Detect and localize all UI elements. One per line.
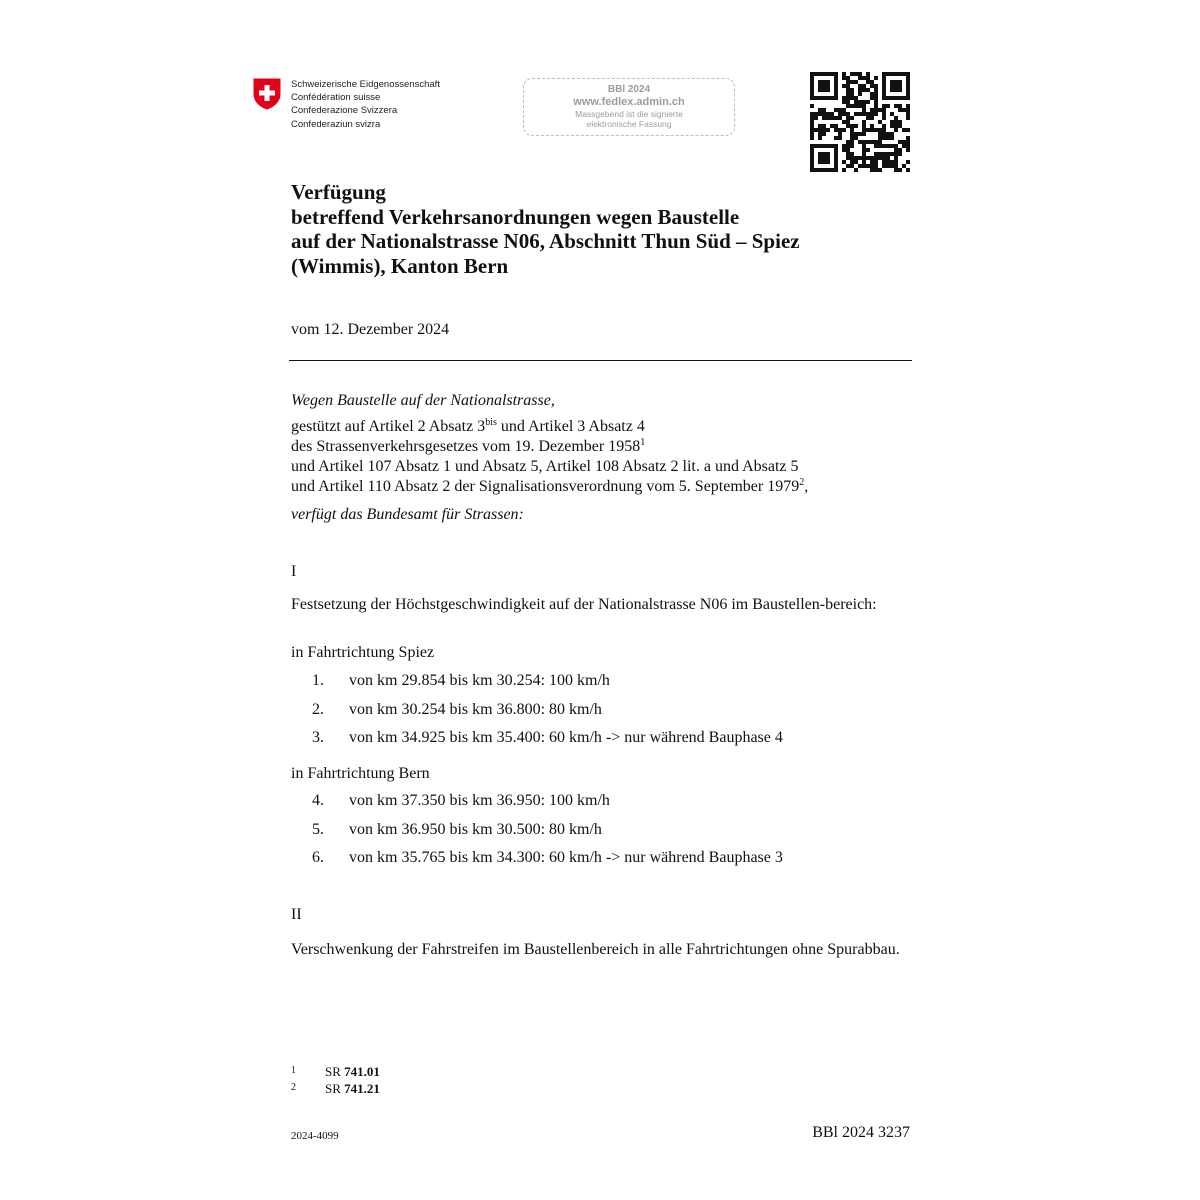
preamble-line-1a: gestützt auf Artikel 2 Absatz 3 [291, 418, 486, 435]
bbl-page-reference: BBl 2024 3237 [812, 1124, 910, 1141]
document-number: 2024-4099 [291, 1130, 339, 1142]
preamble-legal-basis [291, 417, 911, 497]
confederation-name-it: Confederazione Svizzera [291, 105, 398, 117]
preamble-intro: Wegen Baustelle auf der Nationalstrasse, [291, 392, 555, 409]
section-2-number: II [291, 906, 302, 923]
footnote-1 [291, 1063, 380, 1079]
footnote-mark: 1 [291, 1065, 296, 1076]
list-item-number: 4. [312, 792, 324, 809]
section-1-group-spiez: in Fahrtrichtung Spiez [291, 644, 435, 661]
preamble-line-4-text: und Artikel 110 Absatz 2 der Signalisationsverordnung vom 5. September 1979 [291, 478, 800, 495]
footnote-ref-2[interactable]: 2 [799, 477, 805, 488]
section-1-group-bern: in Fahrtrichtung Bern [291, 765, 430, 782]
footnote-ref-1[interactable]: 1 [640, 437, 646, 448]
list-item-text: von km 35.765 bis km 34.300: 60 km/h -> nur während Bauphase 3 [349, 849, 783, 866]
footnote-mark: 2 [291, 1082, 296, 1093]
confederation-name-fr: Confédération suisse [291, 92, 381, 104]
list-item-number: 5. [312, 821, 324, 838]
document-title [291, 180, 911, 278]
title-line-2: betreffend Verkehrsanordnungen wegen Baustelle [291, 204, 740, 229]
title-line-1: Verfügung [291, 180, 386, 204]
preamble-line-1b: und Artikel 3 Absatz 4 [496, 418, 645, 435]
list-item-number: 2. [312, 701, 324, 718]
preamble-line-4 [291, 477, 911, 497]
preamble-line-2 [291, 437, 911, 457]
preamble-line-2-text: des Strassenverkehrsgesetzes vom 19. Dezember 1958 [291, 438, 641, 455]
superscript-bis: bis [485, 417, 497, 428]
section-1-number: I [291, 563, 297, 580]
list-item-text: von km 29.854 bis km 30.254: 100 km/h [349, 672, 610, 689]
swiss-crest-icon [253, 78, 281, 110]
list-item [312, 701, 602, 719]
document-date: vom 12. Dezember 2024 [291, 321, 450, 338]
preamble-line-4-end: , [804, 478, 809, 495]
list-item-text: von km 34.925 bis km 35.400: 60 km/h -> nur während Bauphase 4 [349, 729, 783, 746]
footnote-prefix: SR [325, 1064, 345, 1079]
section-1-text: Festsetzung der Höchstgeschwindigkeit auf der Nationalstrasse N06 im Baustellen-bereich: [291, 596, 877, 613]
footnote-2 [291, 1080, 380, 1096]
list-item-number: 6. [312, 849, 324, 866]
list-item [312, 792, 610, 810]
list-item-text: von km 30.254 bis km 36.800: 80 km/h [349, 701, 602, 718]
footnote-reference: 741.21 [344, 1081, 380, 1096]
title-line-3: auf der Nationalstrasse N06, Abschnitt Thun Süd – Spiez [291, 229, 800, 253]
list-item-number: 1. [312, 672, 324, 689]
qr-code-icon [810, 72, 910, 172]
list-item [312, 821, 602, 839]
preamble-line-1 [291, 417, 911, 437]
list-item [312, 672, 610, 690]
stamp-line3: Massgebend ist die signierte [575, 109, 683, 119]
stamp-line4: elektronische Fassung [586, 119, 672, 129]
stamp-line1: BBl 2024 [607, 84, 651, 95]
title-divider [289, 360, 912, 361]
confederation-name-de: Schweizerische Eidgenossenschaft [291, 79, 440, 90]
confederation-names [291, 78, 440, 131]
footnote-reference: 741.01 [344, 1064, 380, 1079]
list-item [312, 849, 783, 867]
list-item-number: 3. [312, 729, 324, 746]
fedlex-stamp [523, 78, 735, 136]
confederation-name-rm: Confederaziun svizra [291, 118, 381, 130]
title-line-4: (Wimmis), Kanton Bern [291, 253, 509, 278]
stamp-url: www.fedlex.admin.ch [573, 96, 685, 108]
footnote-prefix: SR [325, 1081, 345, 1096]
list-item-text: von km 36.950 bis km 30.500: 80 km/h [349, 821, 602, 838]
section-2-text: Verschwenkung der Fahrstreifen im Baustellenbereich in alle Fahrtrichtungen ohne Spurabbau. [291, 941, 900, 958]
preamble-line-3: und Artikel 107 Absatz 1 und Absatz 5, Artikel 108 Absatz 2 lit. a und Absatz 5 [291, 458, 799, 475]
list-item-text: von km 37.350 bis km 36.950: 100 km/h [349, 792, 610, 809]
preamble-decree: verfügt das Bundesamt für Strassen: [291, 506, 524, 523]
list-item [312, 729, 783, 747]
